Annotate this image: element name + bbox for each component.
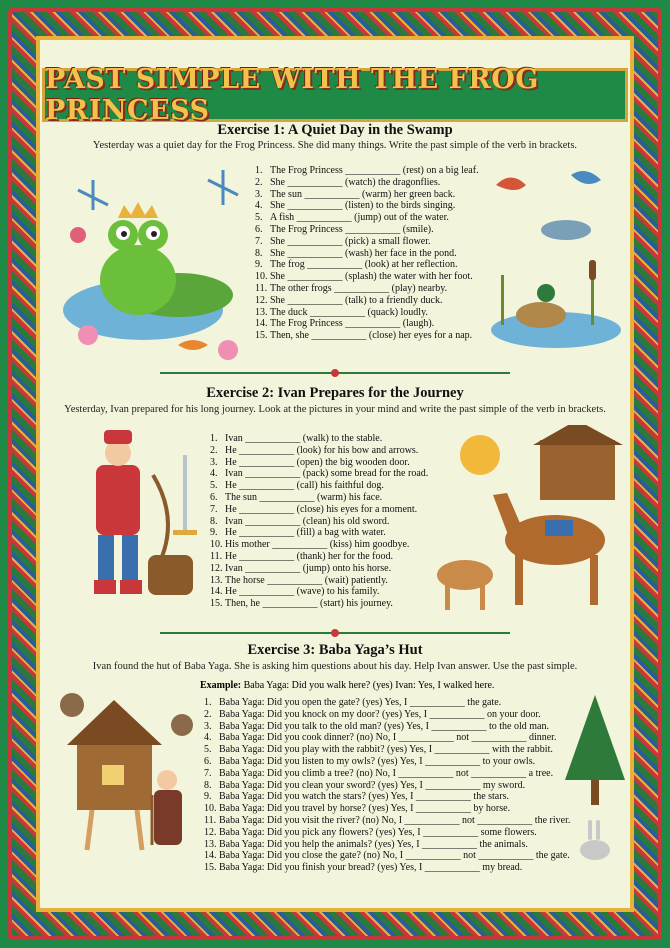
list-item: 1. The Frog Princess ___________ (rest) on a big leaf. <box>255 165 479 176</box>
exercise3-intro: Ivan found the hut of Baba Yaga. She is asking him questions about his day. Help Ivan answer. Use the past simple. <box>92 661 578 672</box>
list-item: 5. A fish ___________ (jump) out of the water. <box>255 212 449 224</box>
list-item: 5. Baba Yaga: Did you play with the rabbit? (yes) Yes, I ___________ with the rabbit. <box>204 744 553 756</box>
page-title: PAST SIMPLE WITH THE FROG PRINCESS <box>45 64 539 126</box>
list-item: 2. Baba Yaga: Did you knock on my door? (yes) Yes, I ___________ on your door. <box>204 708 541 720</box>
list-item: 10. Baba Yaga: Did you travel by horse? (yes) Yes, I ___________ by horse. <box>204 803 511 815</box>
list-item: 1. Baba Yaga: Did you open the gate? (yes) Yes, I ___________ the gate. <box>204 697 502 708</box>
list-item: 8. Baba Yaga: Did you clean your sword? (yes) Yes, I ___________ my sword. <box>204 779 526 791</box>
list-item: 13. The duck ___________ (quack) loudly. <box>255 306 428 318</box>
list-item: 13. Baba Yaga: Did you help the animals? (yes) Yes, I ___________ the animals. <box>204 838 528 850</box>
ivan-illustration <box>58 425 208 620</box>
list-item: 3. He ___________ (open) the big wooden door. <box>210 456 410 468</box>
list-item: 4. Ivan ___________ (pack) some bread for the road. <box>210 468 429 480</box>
list-item: 6. Baba Yaga: Did you listen to my owls? (yes) Yes, I ___________ to your owls. <box>204 755 536 767</box>
list-item: 10. She ___________ (splash) the water with her foot. <box>255 271 473 283</box>
section-divider <box>160 368 510 378</box>
list-item: 11. The other frogs ___________ (play) nearby. <box>255 282 448 294</box>
list-item: 8. She ___________ (wash) her face in the pond. <box>255 247 457 259</box>
list-item: 2. She ___________ (watch) the dragonflies. <box>255 176 441 188</box>
exercise2-title: Exercise 2: Ivan Prepares for the Journey <box>206 385 464 401</box>
list-item: 6. The sun ___________ (warm) his face. <box>210 491 383 503</box>
list-item: 12. Ivan ___________ (jump) onto his horse. <box>210 562 392 574</box>
list-item: 7. He ___________ (close) his eyes for a moment. <box>210 503 418 515</box>
list-item: 3. Baba Yaga: Did you talk to the old man? (yes) Yes, I ___________ to the old man. <box>204 720 549 732</box>
list-item: 15. Then, he ___________ (start) his journey. <box>210 598 393 610</box>
list-item: 6. The Frog Princess ___________ (smile). <box>255 223 434 235</box>
list-item: 9. The frog ___________ (look) at her reflection. <box>255 259 458 271</box>
list-item: 7. Baba Yaga: Did you climb a tree? (no) No, I ___________ not ___________ a tree. <box>204 767 554 779</box>
list-item: 7. She ___________ (pick) a small flower. <box>255 235 431 247</box>
list-item: 4. She ___________ (listen) to the birds singing. <box>255 200 456 212</box>
list-item: 14. He ___________ (wave) to his family. <box>210 586 380 598</box>
list-item: 15. Baba Yaga: Did you finish your bread? (yes) Yes, I ___________ my bread. <box>204 862 523 874</box>
list-item: 13. The horse ___________ (wait) patiently. <box>210 574 388 586</box>
list-item: 9. Baba Yaga: Did you watch the stars? (yes) Yes, I ___________ the stars. <box>204 791 509 803</box>
list-item: 10. His mother ___________ (kiss) him goodbye. <box>210 539 410 551</box>
list-item: 15. Then, she ___________ (close) her eyes for a nap. <box>255 330 473 342</box>
list-item: 12. Baba Yaga: Did you pick any flowers? (yes) Yes, I ___________ some flowers. <box>204 826 537 838</box>
list-item: 14. The Frog Princess ___________ (laugh). <box>255 318 435 330</box>
exercise1-title: Exercise 1: A Quiet Day in the Swamp <box>217 122 453 138</box>
list-item: 11. He ___________ (thank) her for the food. <box>210 550 394 562</box>
exercise1-intro: Yesterday was a quiet day for the Frog Princess. She did many things. Write the past simple of the verb in brackets. <box>92 140 578 151</box>
baba-yaga-hut-illustration <box>52 680 202 870</box>
section-divider <box>160 628 510 638</box>
example-label: Example: <box>200 680 242 691</box>
exercise2-list <box>210 433 428 610</box>
list-item: 2. He ___________ (look) for his bow and arrows. <box>210 444 419 456</box>
swamp-animals-illustration <box>486 165 626 355</box>
title-banner <box>42 64 628 126</box>
horse-dog-cabin-illustration <box>425 425 630 615</box>
list-item: 1. Ivan ___________ (walk) to the stable. <box>210 433 383 444</box>
list-item: 8. Ivan ___________ (clean) his old sword. <box>210 515 390 527</box>
list-item: 11. Baba Yaga: Did you visit the river? (no) No, I ___________ not ___________ the river. <box>204 814 571 826</box>
exercise2-intro: Yesterday, Ivan prepared for his long journey. Look at the pictures in your mind and write the past simple of the verb in brackets. <box>64 404 606 415</box>
list-item: 4. Baba Yaga: Did you cook dinner? (no) No, I ___________ not ___________ dinner. <box>204 732 557 744</box>
exercise3-title: Exercise 3: Baba Yaga’s Hut <box>247 642 423 658</box>
exercise3-example <box>200 680 494 691</box>
list-item: 5. He ___________ (call) his faithful dog. <box>210 480 384 492</box>
list-item: 14. Baba Yaga: Did you close the gate? (no) No, I ___________ not ___________ the gate. <box>204 850 570 862</box>
list-item: 9. He ___________ (fill) a bag with water. <box>210 527 386 539</box>
list-item: 12. She ___________ (talk) to a friendly duck. <box>255 294 443 306</box>
exercise3-list <box>204 697 570 874</box>
list-item: 3. The sun ___________ (warm) her green back. <box>255 188 456 200</box>
exercise1-list <box>255 165 479 342</box>
frog-princess-illustration <box>58 160 248 370</box>
example-text: Baba Yaga: Did you walk here? (yes) Ivan: Yes, I walked here. <box>243 680 495 691</box>
trees-rabbit-illustration <box>560 680 630 870</box>
